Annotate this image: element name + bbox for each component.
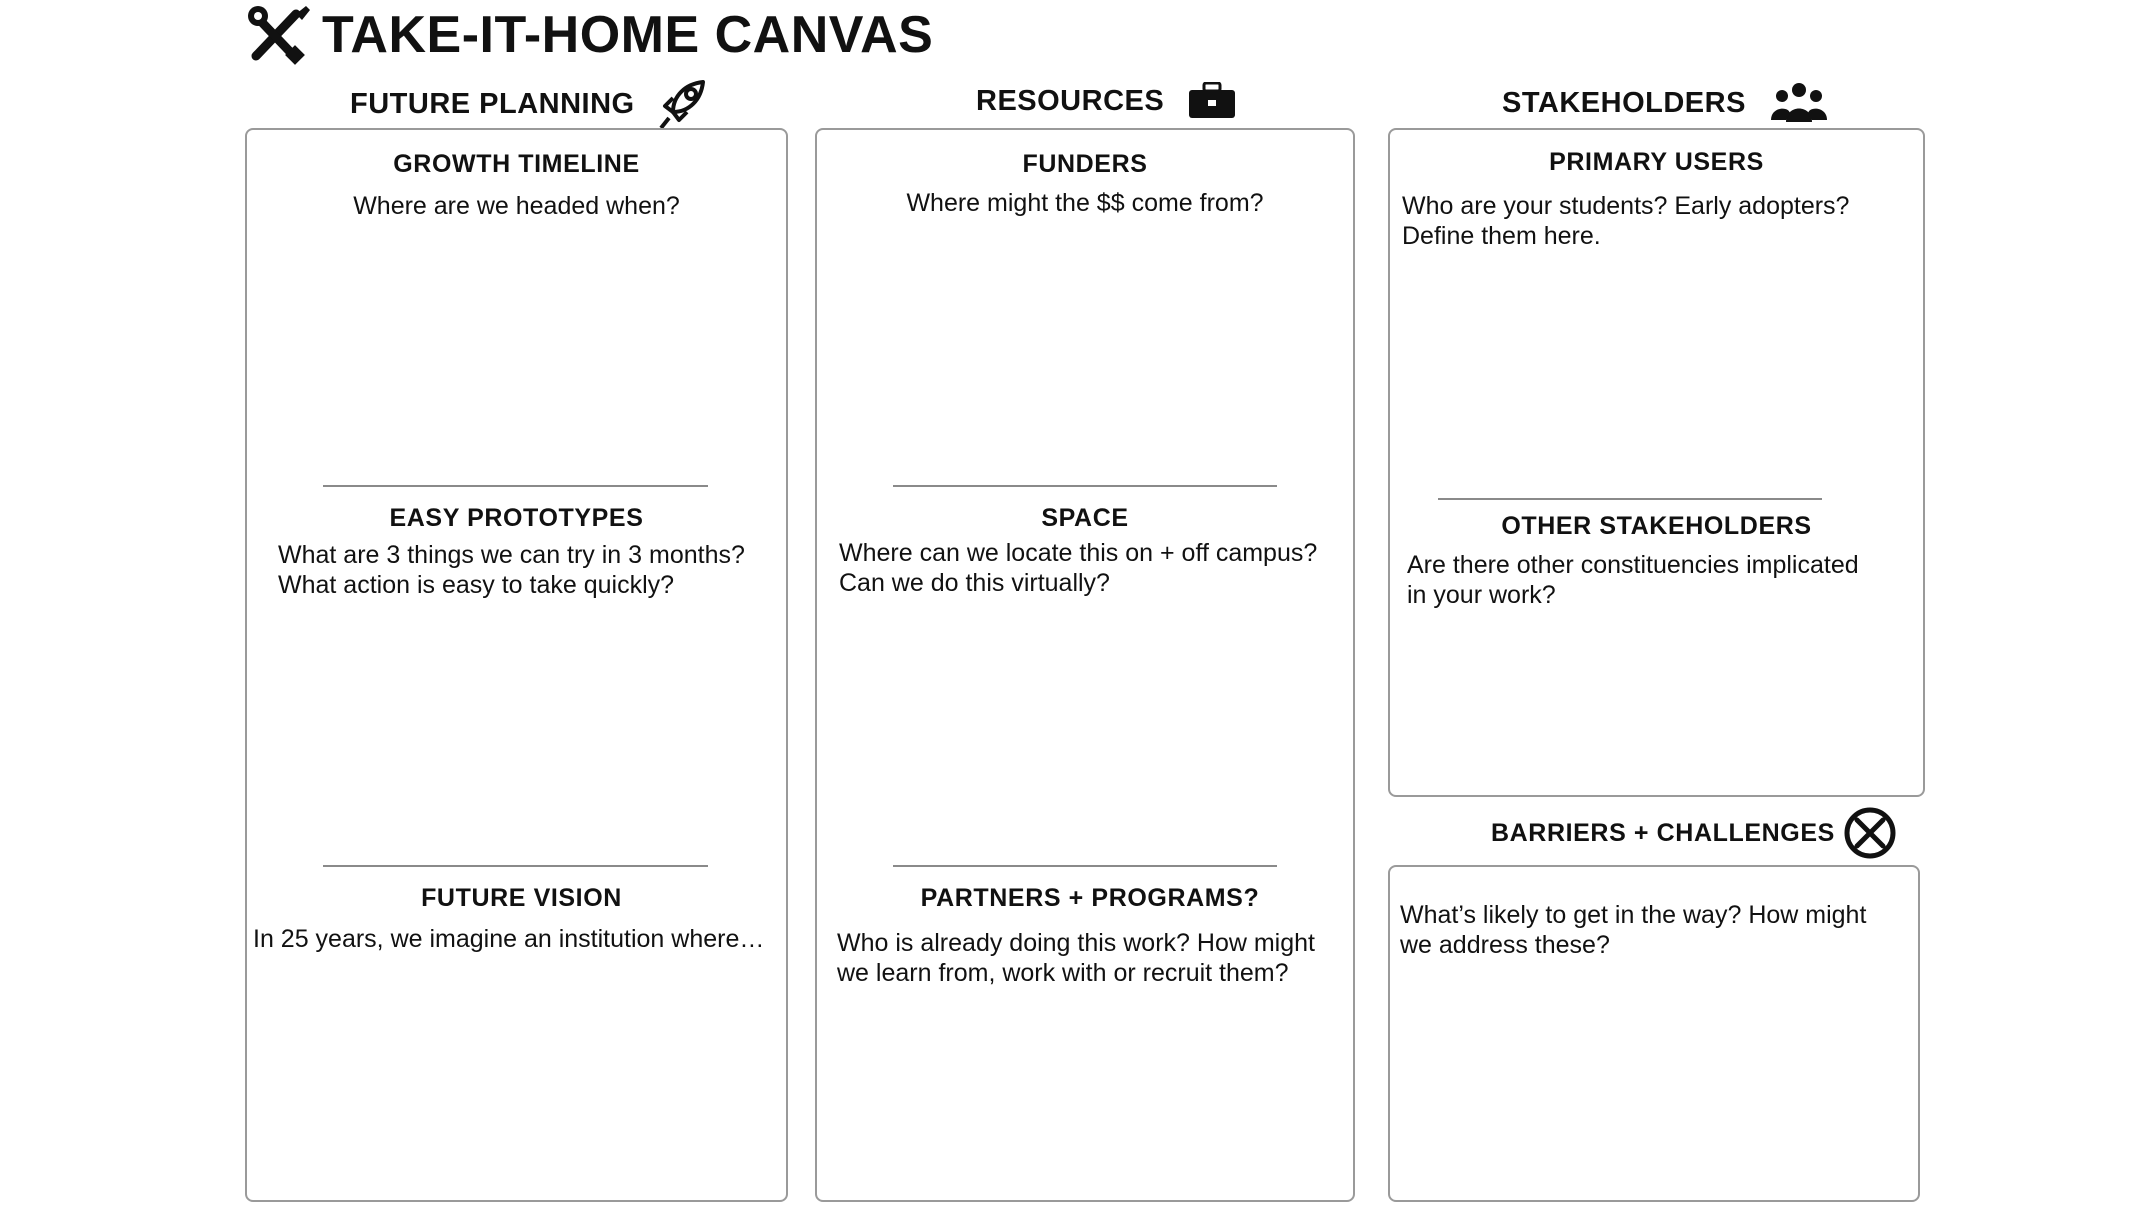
primary-users-title: PRIMARY USERS (1549, 148, 1764, 176)
section-divider (323, 485, 708, 487)
barriers-label: BARRIERS + CHALLENGES (1491, 818, 1835, 847)
x-circle-icon (1843, 806, 1897, 860)
section-divider (893, 485, 1277, 487)
section-divider (323, 865, 708, 867)
tools-icon (244, 4, 312, 66)
section-divider (1438, 498, 1822, 500)
page-title: TAKE-IT-HOME CANVAS (322, 6, 934, 64)
briefcase-icon (1188, 82, 1236, 120)
primary-users-prompt[interactable]: Who are your students? Early adopters? Define them here. (1402, 192, 1850, 250)
future-vision-title: FUTURE VISION (421, 884, 622, 912)
section-divider (893, 865, 1277, 867)
easy-prototypes-prompt[interactable]: What are 3 things we can try in 3 months? What action is easy to take quickly? (278, 541, 745, 599)
future-vision-prompt[interactable]: In 25 years, we imagine an institution where… (253, 925, 765, 953)
partners-programs-prompt[interactable]: Who is already doing this work? How might we learn from, work with or recruit them? (837, 929, 1315, 987)
rocket-icon (659, 78, 707, 130)
other-stakeholders-title: OTHER STAKEHOLDERS (1501, 512, 1812, 540)
resources-panel (815, 128, 1355, 1202)
people-group-icon (1770, 82, 1828, 124)
resources-label: RESOURCES (976, 84, 1165, 117)
growth-timeline-title: GROWTH TIMELINE (393, 150, 640, 178)
funders-prompt[interactable]: Where might the $$ come from? (906, 189, 1264, 217)
resources-heading (976, 82, 1236, 120)
funders-title: FUNDERS (1022, 150, 1148, 178)
canvas-title (244, 4, 933, 66)
partners-programs-title: PARTNERS + PROGRAMS? (920, 884, 1260, 912)
stakeholders-label: STAKEHOLDERS (1502, 86, 1746, 119)
space-title: SPACE (1041, 504, 1129, 532)
future-planning-heading (350, 78, 707, 130)
future-planning-panel (245, 128, 788, 1202)
easy-prototypes-title: EASY PROTOTYPES (389, 504, 644, 532)
future-planning-label: FUTURE PLANNING (350, 87, 635, 120)
growth-timeline-prompt[interactable]: Where are we headed when? (353, 192, 680, 220)
stakeholders-heading (1502, 82, 1828, 124)
space-prompt[interactable]: Where can we locate this on + off campus? Can we do this virtually? (839, 539, 1318, 597)
barriers-heading (1491, 806, 1897, 860)
barriers-prompt[interactable]: What’s likely to get in the way? How might we address these? (1400, 901, 1867, 959)
other-stakeholders-prompt[interactable]: Are there other constituencies implicated in your work? (1407, 551, 1859, 609)
